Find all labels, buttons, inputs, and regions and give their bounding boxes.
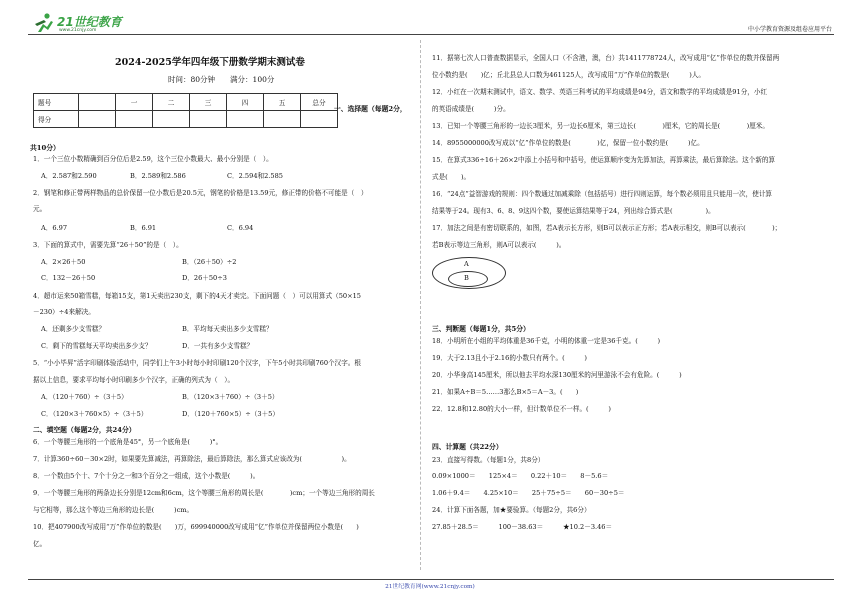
option-2c: C．6.94 <box>227 224 254 232</box>
score-cell[interactable] <box>116 111 153 128</box>
option-3b: B．（26＋50）÷2 <box>182 258 237 266</box>
question-1: 1．一个三位小数精确到百分位后是2.59，这个三位小数最大、最小分别是（ ）。 <box>33 155 273 163</box>
option-4b: B．平均每天卖出多少支雪糕？ <box>182 325 273 333</box>
score-table <box>33 93 338 128</box>
question-2-line1: 2．钢笔和修正带两样物品的总价保留一位小数后是20.5元，钢笔的价格是13.59元，修正带的价格不可能是（ ） <box>33 189 368 197</box>
question-10-line1: 10．把407900改写成用“万”作单位的数是( )万，699940000改写成用“亿”作单位并保留两位小数是( ) <box>33 523 359 531</box>
score-cell: 总分 <box>301 94 338 111</box>
venn-label-a: A <box>464 260 469 268</box>
question-8: 8．一个数由5个十、7个十分之一和3个百分之一组成，这个小数是( )。 <box>33 472 260 480</box>
option-4a: A．还剩多少支雪糕？ <box>41 325 106 333</box>
question-2-line2: 元。 <box>33 205 47 213</box>
section-choice-heading: 一、选择题（每题2分， <box>334 105 407 113</box>
score-table-header-row <box>34 94 338 111</box>
question-17-line1: 17．加法之间是有密切联系的，如图，若A表示长方形，则B可以表示正方形；若A表示相交，则B可以表示( )； <box>432 224 782 232</box>
question-13: 13．已知一个等腰三角形的一边长3厘米，另一边长6厘米，第三边长( )厘米，它的周长是( )厘米。 <box>432 122 769 130</box>
option-2a: A．6.97 <box>41 224 68 232</box>
question-23: 23．直接写得数。（每题1分，共8分） <box>432 456 545 464</box>
option-4c: C．剩下的雪糕每天平均卖出多少支？ <box>41 342 152 350</box>
option-5a: A．（120＋760）÷（3＋5） <box>41 393 128 401</box>
score-table-score-row <box>34 111 338 128</box>
question-11-line2: 位小数约是( )亿；丘北县总人口数为461125人，改写成用“万”作单位的数是( )人。 <box>432 71 705 79</box>
question-12-line2: 的英语成绩是( )分。 <box>432 105 510 113</box>
option-2b: B．6.91 <box>130 224 157 232</box>
question-14: 14．8955000000改写成以“亿”作单位的数是( )亿，保留一位小数约是( )亿。 <box>432 139 704 147</box>
question-5-line2: 据以上信息，要求平均每小时印刷多少个汉字，正确的列式为（ ）。 <box>33 376 235 384</box>
option-5c: C．（120×3＋760×5）÷（3＋5） <box>41 410 148 418</box>
score-cell: 题号 <box>34 94 79 111</box>
option-5b: B．（120×3＋760）÷（3＋5） <box>182 393 279 401</box>
question-15-line1: 15．在算式336÷16＋26×2中添上小括号和中括号，使运算顺序变为先算加法，再算乘法，最后算除法。这个新的算 <box>432 156 776 164</box>
section-fill-heading: 二、填空题（每题2分，共24分） <box>33 426 136 434</box>
question-5-line1: 5．“小小毕昇”活字印刷体验活动中，同学们上午3小时每小时印刷120个汉字，下午5小时共印刷760个汉字。根 <box>33 359 362 367</box>
question-10-line2: 亿。 <box>33 540 47 548</box>
question-17-line2: 若B表示等边三角形，则A可以表示( )。 <box>432 241 566 249</box>
calc-row-3: 27.85＋28.5＝ 100－38.63＝ ★10.2－3.46＝ <box>432 523 613 531</box>
score-cell <box>79 94 116 111</box>
question-20: 20．小华身高145厘米，所以他去平均水深130厘米的河里游泳不会有危险。( ) <box>432 371 682 379</box>
score-cell[interactable] <box>190 111 227 128</box>
question-9-line2: 与它相等，那么这个等边三角形的边长是( )cm。 <box>33 506 194 514</box>
option-5d: D．（120＋760×5）÷（3＋5） <box>182 410 279 418</box>
calc-row-2: 1.06＋9.4＝ 4.25×10＝ 25＋75÷5＝ 60－30÷5＝ <box>432 489 625 497</box>
question-16-line1: 16．“24点”益智游戏的规则：四个数通过加减乘除（包括括号）进行四则运算，每个数必须用且只能用一次，使计算 <box>432 190 773 198</box>
footer-link[interactable]: 21世纪教育网(www.21cnjy.com) <box>385 584 475 590</box>
question-6: 6．一个等腰三角形的一个底角是45°，另一个底角是( )°。 <box>33 438 223 446</box>
logo-runner-icon <box>33 12 55 34</box>
score-cell[interactable] <box>153 111 190 128</box>
logo <box>33 12 122 34</box>
question-4-line2: －230）÷4来解决。 <box>33 308 95 316</box>
score-cell[interactable] <box>79 111 116 128</box>
option-3a: A．2×26＋50 <box>41 258 86 266</box>
question-11-line1: 11．据第七次人口普查数据显示，全国人口（不含港，澳，台）共1411778724人，改写成用“亿”作单位的数并保留两 <box>432 54 780 62</box>
score-cell: 四 <box>227 94 264 111</box>
exam-title: 2024-2025学年四年级下册数学期末测试卷 <box>115 57 305 68</box>
header-divider <box>28 34 834 35</box>
question-21: 21．如果A÷B＝5……3那么B×5＝A－3。( ) <box>432 388 579 396</box>
question-4-line1: 4．超市运来50箱雪糕，每箱15支，第1天卖出230支，剩下的4天才卖完。下面问题（ ）可以用算式（50×15 <box>33 292 362 300</box>
question-9-line1: 9．一个等腰三角形的两条边长分别是12cm和6cm，这个等腰三角形的周长是( )cm；一个等边三角形的周长 <box>33 489 375 497</box>
question-16-line2: 结果等于24。现有3、6、8、9这四个数，要使运算结果等于24，列出综合算式是( )。 <box>432 207 715 215</box>
exam-time-line: 时间：80分钟 满分：100分 <box>168 75 275 84</box>
option-1c: C．2.594和2.585 <box>227 172 283 180</box>
venn-label-b: B <box>464 274 469 282</box>
section-choice-heading-cont: 共10分） <box>30 144 60 152</box>
question-15-line2: 式是( )。 <box>432 173 471 181</box>
score-cell: 三 <box>190 94 227 111</box>
question-24: 24．计算下面各题，加★要验算。（每题2分，共6分） <box>432 506 591 514</box>
option-3d: D．26＋50÷3 <box>182 274 227 282</box>
calc-row-1: 0.09×1000＝ 125×4＝ 0.22＋10＝ 8－5.6＝ <box>432 472 609 480</box>
option-3c: C．132－26＋50 <box>41 274 96 282</box>
score-cell: 得分 <box>34 111 79 128</box>
section-judge-heading: 三、判断题（每题1分，共5分） <box>432 325 530 333</box>
question-18: 18．小明所在小组的平均体重是36千克，小明的体重一定是36千克。( ) <box>432 337 661 345</box>
score-cell[interactable] <box>227 111 264 128</box>
question-22: 22．12.8和12.80的大小一样，但计数单位不一样。( ) <box>432 405 611 413</box>
score-cell[interactable] <box>264 111 301 128</box>
header-platform-text: 中小学教育资源及组卷应用平台 <box>747 26 832 33</box>
question-12-line1: 12．小红在一次期末测试中，语文、数学、英语三科考试的平均成绩是94分，语文和数学的平均成绩是91分，小红 <box>432 88 768 96</box>
column-divider <box>420 40 421 570</box>
option-1a: A．2.587和2.590 <box>41 172 97 180</box>
score-cell: 五 <box>264 94 301 111</box>
option-1b: B．2.589和2.586 <box>130 172 186 180</box>
score-cell: 二 <box>153 94 190 111</box>
option-4d: D．一共有多少支雪糕？ <box>182 342 254 350</box>
question-7: 7．计算360÷60－30×2时，如果要先算减法，再算除法，最后算除法，那么算式应该改为( )。 <box>33 455 351 463</box>
question-3: 3．下面的算式中，需要先算“26＋50”的是（ ）。 <box>33 241 183 249</box>
section-calc-heading: 四、计算题（共22分） <box>432 443 503 451</box>
logo-subtext: www.21cnjy.com <box>59 28 97 33</box>
question-19: 19．大于2.13且小于2.16的小数只有两个。( ) <box>432 354 587 362</box>
footer-divider <box>28 579 834 580</box>
logo-text: 21世纪教育 <box>57 15 122 29</box>
score-cell[interactable] <box>301 111 338 128</box>
score-cell: 一 <box>116 94 153 111</box>
